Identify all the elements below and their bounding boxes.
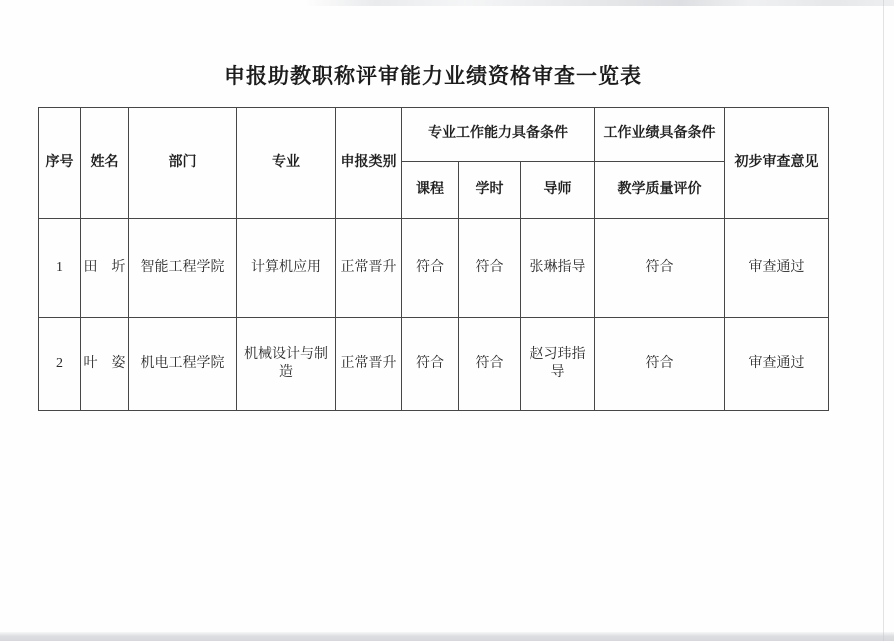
header-row-group: [39, 108, 829, 162]
cell-quality: 符合: [595, 219, 725, 318]
scan-edge-right: [883, 0, 884, 641]
cell-hours: 符合: [459, 318, 521, 411]
col-header-department: 部门: [129, 108, 237, 219]
cell-course: 符合: [402, 318, 459, 411]
qualification-review-table: [38, 107, 829, 411]
col-header-name: 姓名: [81, 108, 129, 219]
cell-department: 机电工程学院: [129, 318, 237, 411]
cell-category: 正常晋升: [336, 318, 402, 411]
col-header-professional-ability-group: 专业工作能力具备条件: [402, 108, 595, 162]
table-row: [39, 219, 829, 318]
scan-shadow-bottom: [0, 632, 894, 641]
col-header-teaching-quality: 教学质量评价: [595, 162, 725, 219]
scan-artifact-top: [0, 0, 894, 6]
cell-review: 审查通过: [725, 318, 829, 411]
page-title: 申报助教职称评审能力业绩资格审查一览表: [224, 65, 642, 88]
cell-mentor: 赵习玮指导: [521, 318, 595, 411]
col-header-hours: 学时: [459, 162, 521, 219]
cell-serial: 2: [39, 318, 81, 411]
cell-major: 计算机应用: [237, 219, 336, 318]
cell-hours: 符合: [459, 219, 521, 318]
cell-course: 符合: [402, 219, 459, 318]
table-row: [39, 318, 829, 411]
col-header-major: 专业: [237, 108, 336, 219]
col-header-mentor: 导师: [521, 162, 595, 219]
cell-name: 田 圻: [81, 219, 129, 318]
cell-department: 智能工程学院: [129, 219, 237, 318]
col-header-preliminary-review: 初步审查意见: [725, 108, 829, 219]
cell-major: 机械设计与制造: [237, 318, 336, 411]
col-header-course: 课程: [402, 162, 459, 219]
col-header-work-performance-group: 工作业绩具备条件: [595, 108, 725, 162]
cell-quality: 符合: [595, 318, 725, 411]
cell-serial: 1: [39, 219, 81, 318]
cell-review: 审查通过: [725, 219, 829, 318]
cell-mentor: 张琳指导: [521, 219, 595, 318]
col-header-serial: 序号: [39, 108, 81, 219]
cell-name: 叶 姿: [81, 318, 129, 411]
cell-category: 正常晋升: [336, 219, 402, 318]
col-header-apply-category: 申报类别: [336, 108, 402, 219]
